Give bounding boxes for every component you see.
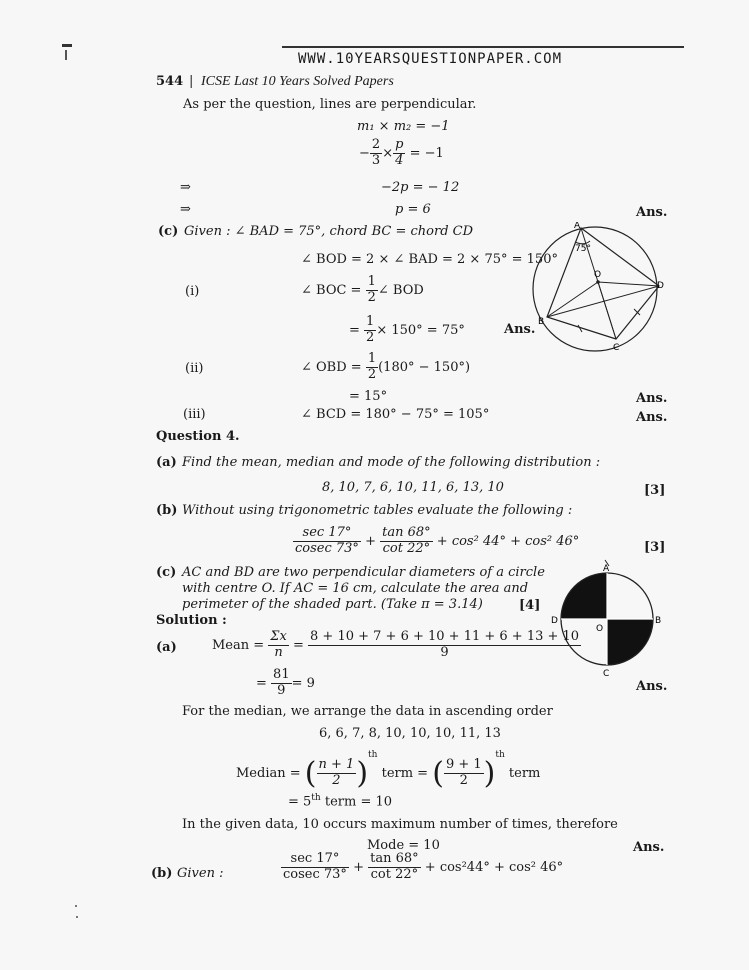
numerator: tan 68° [370, 851, 419, 866]
fraction-half [364, 315, 376, 346]
fraction-sum-x-n [268, 630, 289, 661]
q4c-line-3: perimeter of the shaded part. (Take π = 3.14) [182, 597, 483, 612]
denominator: 2 [367, 289, 376, 305]
plus-sign: + [353, 859, 364, 875]
page-number: 544 [156, 74, 184, 89]
numerator: 8 + 10 + 7 + 6 + 10 + 11 + 6 + 13 + 10 [310, 629, 580, 644]
fraction-sum-values [308, 630, 581, 661]
equals: = [256, 675, 267, 691]
margin-speck [75, 905, 77, 907]
equals: = [292, 637, 304, 653]
mean-formula [212, 630, 581, 661]
angle-obd [301, 352, 470, 383]
solution-a-label: (a) [156, 640, 177, 655]
q4c-label: (c) [156, 565, 177, 580]
answer-label: Ans. [636, 391, 668, 406]
paren-close: ) [356, 756, 369, 791]
q4b-marks: [3] [644, 540, 666, 555]
cos-terms: + cos² 44° + cos² 46° [436, 533, 580, 549]
q4b-text: Without using trigonometric tables evaluate the following : [182, 503, 573, 518]
denominator: 3 [371, 152, 381, 168]
times-sign: × [382, 145, 394, 161]
fraction-81-9 [271, 668, 292, 699]
numerator: sec 17° [281, 852, 349, 868]
label-a: A [603, 564, 610, 574]
numerator: 9 + 1 [445, 757, 482, 773]
perpendicular-intro: As per the question, lines are perpendicular. [183, 97, 477, 112]
rhs: (180° − 150°) [378, 359, 471, 375]
denominator: 2 [332, 773, 341, 788]
label-a: A [574, 222, 581, 231]
solution-heading: Solution : [156, 613, 227, 628]
angle-obd-value: = 15° [349, 389, 388, 404]
header-separator: | [189, 74, 194, 89]
lhs: Median = [236, 766, 301, 781]
label-b: B [538, 317, 545, 327]
rhs: = −1 [409, 145, 444, 161]
header-rule [282, 46, 684, 48]
fraction-sec-cosec [293, 526, 361, 557]
label-c: C [603, 669, 610, 679]
implies-arrow: ⇒ [180, 180, 191, 195]
mode-intro: In the given data, 10 occurs maximum number of times, therefore [182, 817, 618, 832]
equation-p: p = 6 [395, 202, 431, 217]
rhs: term = 10 [320, 794, 393, 810]
angle-boc-value [349, 315, 465, 346]
given-statement: Given : ∠ BAD = 75°, chord BC = chord CD [184, 224, 474, 239]
radius-oc [598, 282, 616, 339]
label-d: D [551, 616, 558, 626]
median-value [288, 793, 392, 809]
fraction-tan-cot [380, 526, 433, 557]
denominator: 9 [440, 644, 449, 660]
step-i-label: (i) [185, 284, 200, 299]
term-word: term = [381, 766, 429, 781]
numerator: 2 [371, 137, 381, 152]
book-title: ICSE Last 10 Years Solved Papers [201, 74, 394, 89]
radius-od [598, 282, 659, 286]
denominator: cosec 73° [283, 866, 347, 882]
minus-sign: − [359, 145, 370, 161]
rhs: ∠ BOD [377, 282, 424, 298]
angle-bod: ∠ BOD = 2 × ∠ BAD = 2 × 75° = 150° [301, 252, 558, 267]
superscript: th [495, 750, 505, 760]
denominator: cosec 73° [295, 540, 359, 556]
fraction-half [366, 352, 378, 383]
lhs: = 5 [288, 794, 312, 810]
paren-close: ) [483, 756, 496, 791]
chord-bd [547, 286, 659, 317]
cos-terms: + cos²44° + cos² 46° [424, 859, 564, 875]
numerator: p [395, 137, 404, 152]
solution-b-label: (b) [151, 866, 173, 881]
fraction-tan-cot [368, 852, 421, 883]
radius-ob [547, 282, 598, 317]
sorted-data: 6, 6, 7, 8, 10, 10, 10, 11, 13 [319, 726, 501, 741]
fraction-9-plus-1 [444, 758, 484, 789]
q4c-line-2: with centre O. If AC = 16 cm, calculate the area and [182, 581, 529, 596]
numerator: sec 17° [293, 526, 361, 542]
binding-mark-2 [65, 50, 67, 60]
denominator: 9 [277, 682, 286, 698]
question-heading: Question 4. [156, 429, 240, 444]
paren-open: ( [304, 756, 317, 791]
term-word: term [508, 766, 541, 781]
step-ii-label: (ii) [185, 361, 204, 376]
watermark: WWW.10YEARSQUESTIONPAPER.COM [298, 51, 563, 67]
lhs: ∠ OBD = [301, 359, 362, 375]
denominator: cot 22° [382, 540, 431, 556]
numerator: 1 [366, 314, 375, 329]
fraction-half [366, 275, 378, 306]
denominator: 2 [367, 366, 377, 382]
plus-sign: + [365, 533, 376, 549]
center-point [596, 280, 600, 284]
fraction-p-4 [393, 138, 405, 169]
answer-label: Ans. [636, 410, 668, 425]
numerator: 1 [367, 274, 376, 289]
q4b-label: (b) [156, 503, 178, 518]
binding-mark [62, 44, 72, 47]
q4c-line-1: AC and BD are two perpendicular diameters of a circle [182, 565, 545, 580]
median-intro: For the median, we arrange the data in ascending order [182, 704, 553, 719]
lhs: Mean = [212, 637, 265, 653]
label-o: O [594, 270, 602, 280]
superscript: th [368, 750, 378, 760]
mean-value [256, 668, 315, 699]
answer-label: Ans. [633, 840, 665, 855]
angle-label: 75° [575, 244, 591, 254]
part-c-label: (c) [158, 224, 179, 239]
q4a-text: Find the mean, median and mode of the following distribution : [182, 455, 601, 470]
denominator: cot 22° [370, 866, 419, 882]
given-expression [281, 852, 563, 883]
fraction-sec-cosec [281, 852, 349, 883]
label-b: B [655, 616, 662, 626]
label-d: D [657, 281, 664, 291]
rhs: × 150° = 75° [376, 322, 465, 338]
answer-label: Ans. [636, 679, 668, 694]
label-c: C [613, 343, 620, 353]
implies-arrow: ⇒ [180, 202, 191, 217]
denominator: 2 [366, 329, 375, 345]
circle-figure-2 [540, 558, 676, 680]
slope-product: m₁ × m₂ = −1 [357, 119, 450, 134]
quadrilateral [547, 228, 659, 339]
q4a-marks: [3] [644, 483, 666, 498]
fraction-n-plus-1 [317, 758, 357, 789]
answer-label: Ans. [504, 322, 536, 337]
equals: = [349, 322, 360, 338]
angle-boc [301, 275, 424, 306]
answer-label: Ans. [636, 205, 668, 220]
numerator: Σx [270, 629, 287, 644]
slope-equation [359, 138, 444, 169]
label-o: O [596, 624, 604, 634]
angle-bcd: ∠ BCD = 180° − 75° = 105° [301, 407, 490, 422]
numerator: n + 1 [318, 757, 355, 773]
denominator: n [274, 644, 283, 660]
q4b-expression [293, 526, 579, 557]
paren-open: ( [432, 756, 444, 791]
q4c-marks: [4] [519, 598, 541, 613]
fraction-2-3 [370, 138, 382, 169]
equation-2p: −2p = − 12 [381, 180, 460, 195]
superscript: th [311, 793, 321, 803]
lhs: ∠ BOC = [301, 282, 362, 298]
rhs: = 9 [291, 675, 315, 691]
given-label: Given : [177, 866, 224, 881]
numerator: 81 [273, 667, 290, 682]
q4a-label: (a) [156, 455, 177, 470]
median-formula [236, 750, 540, 791]
numerator: tan 68° [382, 525, 431, 540]
step-iii-label: (iii) [183, 407, 206, 422]
numerator: 1 [367, 351, 377, 366]
circle-figure-1 [528, 222, 664, 356]
q4a-data: 8, 10, 7, 6, 10, 11, 6, 13, 10 [322, 480, 504, 495]
denominator: 4 [395, 152, 404, 168]
denominator: 2 [459, 773, 468, 788]
mode-value: Mode = 10 [367, 838, 440, 853]
margin-speck [76, 916, 78, 918]
